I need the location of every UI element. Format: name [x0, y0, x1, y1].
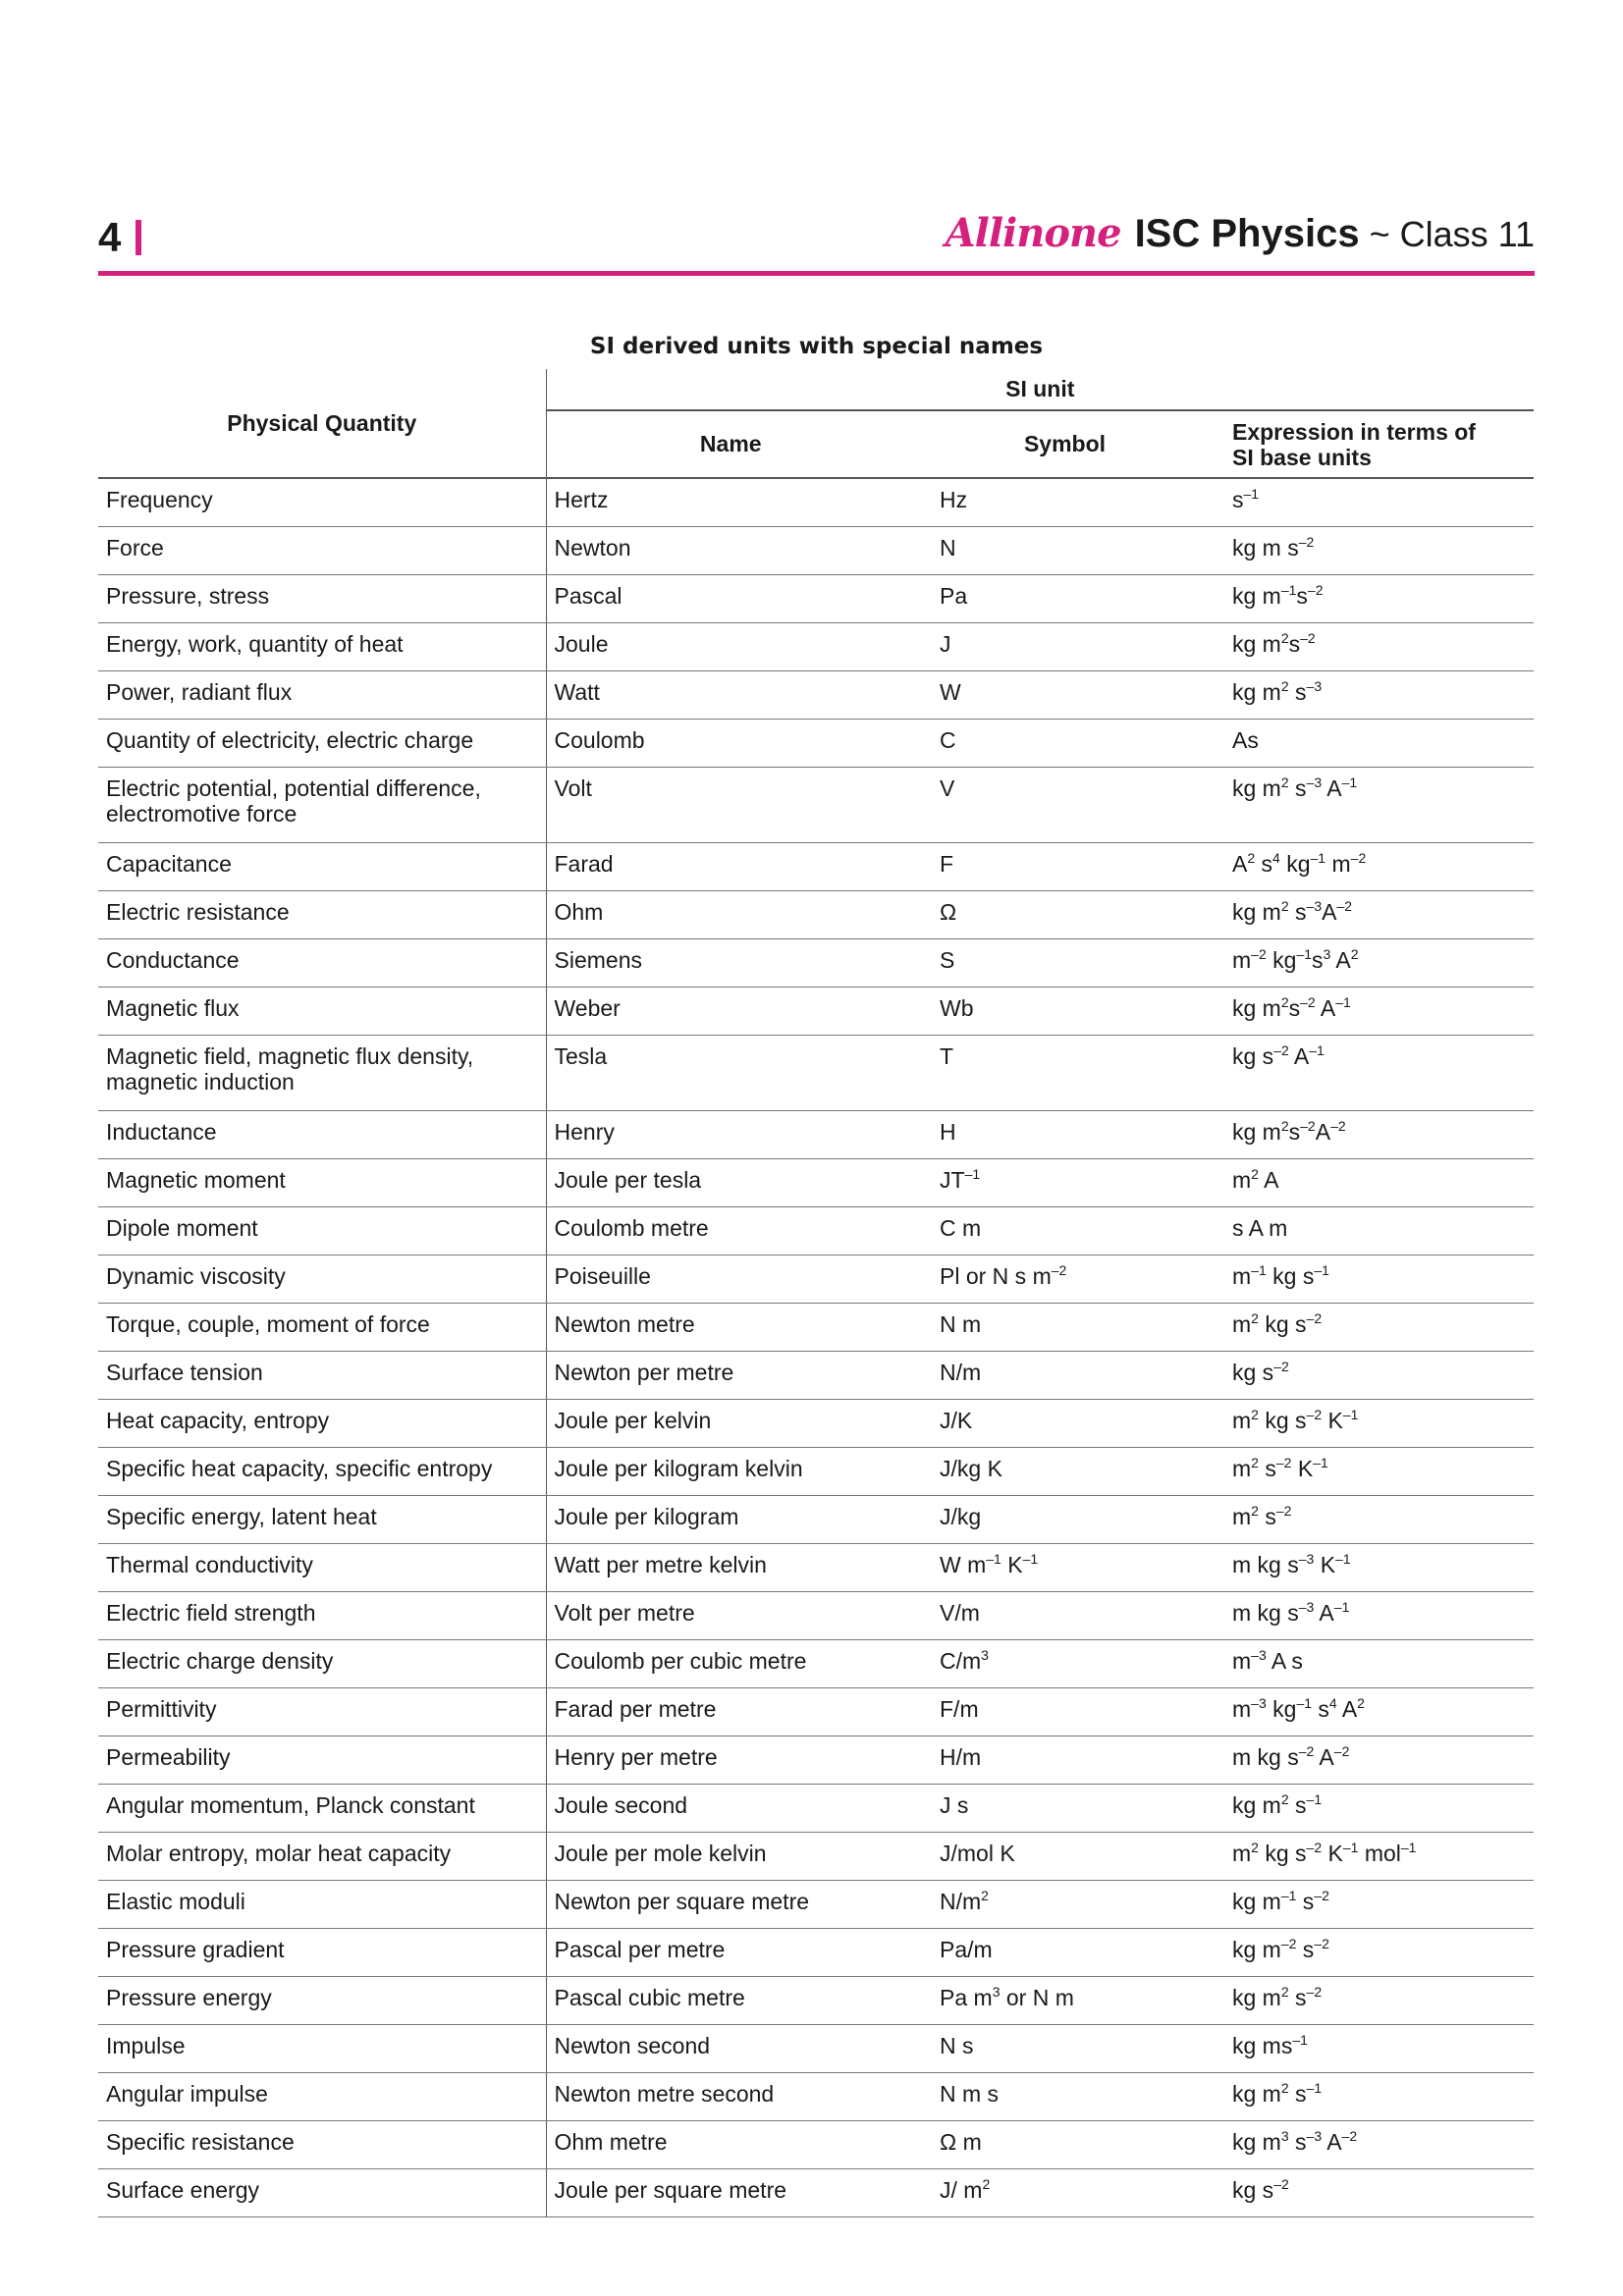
base-units-cell: $m^2$ $s^{-2}$: [1215, 1496, 1534, 1544]
quantity-cell: Power, radiant flux: [98, 671, 546, 720]
unit-name-cell: Siemens: [546, 939, 915, 988]
unit-symbol-cell: Ω m: [915, 2121, 1215, 2169]
quantity-cell: Magnetic moment: [98, 1159, 546, 1207]
unit-symbol-cell: Ω: [915, 891, 1215, 939]
quantity-cell: Electric field strength: [98, 1592, 546, 1640]
quantity-cell: Specific heat capacity, specific entropy: [98, 1448, 546, 1496]
base-units-cell: kg $m^2$ $s^{-3}$: [1215, 671, 1534, 720]
table-row: [98, 1592, 1534, 1640]
unit-name-cell: Joule per kilogram kelvin: [546, 1448, 915, 1496]
table-row: [98, 843, 1534, 891]
table-row: [98, 1881, 1534, 1929]
quantity-cell: Pressure gradient: [98, 1929, 546, 1977]
table-row: [98, 2073, 1534, 2121]
table-row: [98, 939, 1534, 988]
unit-name-cell: Joule per square metre: [546, 2169, 915, 2217]
unit-symbol-cell: C m: [915, 1207, 1215, 1255]
unit-symbol-cell: N/m: [915, 1352, 1215, 1400]
quantity-cell: Impulse: [98, 2025, 546, 2073]
base-units-cell: $m^2$ A: [1215, 1159, 1534, 1207]
base-units-cell: $m^{-3}$ $kg^{-1}$ $s^4$ $A^2$: [1215, 1688, 1534, 1736]
unit-name-cell: Joule: [546, 623, 915, 671]
base-units-cell: kg $m^2$ $s^{-3}A^{-2}$: [1215, 891, 1534, 939]
quantity-cell: Capacitance: [98, 843, 546, 891]
unit-name-cell: Newton metre: [546, 1304, 915, 1352]
unit-name-cell: Joule per tesla: [546, 1159, 915, 1207]
unit-symbol-cell: J s: [915, 1785, 1215, 1833]
base-units-cell: kg m $s^{-2}$: [1215, 527, 1534, 575]
quantity-cell: Pressure energy: [98, 1977, 546, 2025]
unit-name-cell: Farad: [546, 843, 915, 891]
unit-name-cell: Pascal: [546, 575, 915, 623]
quantity-cell: Angular impulse: [98, 2073, 546, 2121]
table-row: [98, 1929, 1534, 1977]
unit-symbol-cell: J/mol K: [915, 1833, 1215, 1881]
unit-symbol-cell: Hz: [915, 478, 1215, 527]
header-physical-quantity: Physical Quantity: [98, 369, 546, 478]
table-row: [98, 1448, 1534, 1496]
base-units-cell: kg $m^3$ $s^{-3}$ $A^{-2}$: [1215, 2121, 1534, 2169]
quantity-cell: Pressure, stress: [98, 575, 546, 623]
quantity-cell: Dipole moment: [98, 1207, 546, 1255]
header-expression-line2: SI base units: [1232, 444, 1372, 470]
quantity-cell: Dynamic viscosity: [98, 1255, 546, 1304]
table-row: [98, 1255, 1534, 1304]
quantity-cell: Thermal conductivity: [98, 1544, 546, 1592]
unit-symbol-cell: V/m: [915, 1592, 1215, 1640]
quantity-cell: Inductance: [98, 1111, 546, 1159]
base-units-cell: kg $s^{-2}$: [1215, 1352, 1534, 1400]
si-derived-units-table: [98, 369, 1534, 2217]
unit-symbol-cell: Pa $m^3$ or N m: [915, 1977, 1215, 2025]
unit-name-cell: Newton per metre: [546, 1352, 915, 1400]
quantity-cell: Magnetic flux: [98, 988, 546, 1036]
base-units-cell: kg $s^{-2}$ $A^{-1}$: [1215, 1036, 1534, 1111]
base-units-cell: $m^2$ $s^{-2}$ $K^{-1}$: [1215, 1448, 1534, 1496]
unit-name-cell: Joule per kelvin: [546, 1400, 915, 1448]
base-units-cell: kg $s^{-2}$: [1215, 2169, 1534, 2217]
quantity-cell: Electric potential, potential difference, electromotive force: [98, 768, 546, 843]
table-body: [98, 478, 1534, 2217]
quantity-cell: Electric resistance: [98, 891, 546, 939]
table-row: [98, 623, 1534, 671]
table-row: [98, 2025, 1534, 2073]
table-row: [98, 1159, 1534, 1207]
unit-symbol-cell: J: [915, 623, 1215, 671]
unit-name-cell: Farad per metre: [546, 1688, 915, 1736]
table-row: [98, 891, 1534, 939]
unit-symbol-cell: F: [915, 843, 1215, 891]
table-row: [98, 1977, 1534, 2025]
quantity-cell: Angular momentum, Planck constant: [98, 1785, 546, 1833]
unit-name-cell: Ohm: [546, 891, 915, 939]
unit-name-cell: Newton second: [546, 2025, 915, 2073]
unit-name-cell: Henry per metre: [546, 1736, 915, 1785]
unit-symbol-cell: H/m: [915, 1736, 1215, 1785]
base-units-cell: kg $ms^{-1}$: [1215, 2025, 1534, 2073]
table-row: [98, 1640, 1534, 1688]
table-row: [98, 1688, 1534, 1736]
unit-symbol-cell: J/K: [915, 1400, 1215, 1448]
unit-name-cell: Joule per mole kelvin: [546, 1833, 915, 1881]
book-class: ~ Class 11: [1359, 214, 1535, 254]
base-units-cell: kg $m^2s^{-2}$: [1215, 623, 1534, 671]
unit-symbol-cell: H: [915, 1111, 1215, 1159]
quantity-cell: Frequency: [98, 478, 546, 527]
unit-name-cell: Volt: [546, 768, 915, 843]
page-number-divider: [135, 220, 141, 255]
quantity-cell: Magnetic field, magnetic flux density, magnetic induction: [98, 1036, 546, 1111]
base-units-cell: s A m: [1215, 1207, 1534, 1255]
quantity-cell: Surface energy: [98, 2169, 546, 2217]
unit-name-cell: Coulomb: [546, 720, 915, 768]
base-units-cell: $A^2$ $s^4$ $kg^{-1}$ $m^{-2}$: [1215, 843, 1534, 891]
quantity-cell: Specific energy, latent heat: [98, 1496, 546, 1544]
base-units-cell: As: [1215, 720, 1534, 768]
unit-name-cell: Hertz: [546, 478, 915, 527]
table-row: [98, 1304, 1534, 1352]
table-row: [98, 575, 1534, 623]
base-units-cell: $s^{-1}$: [1215, 478, 1534, 527]
unit-symbol-cell: $N/m^2$: [915, 1881, 1215, 1929]
table-row: [98, 671, 1534, 720]
unit-symbol-cell: C: [915, 720, 1215, 768]
unit-symbol-cell: Pa/m: [915, 1929, 1215, 1977]
table-row: [98, 1036, 1534, 1111]
unit-symbol-cell: $JT^{-1}$: [915, 1159, 1215, 1207]
unit-symbol-cell: Wb: [915, 988, 1215, 1036]
quantity-cell: Conductance: [98, 939, 546, 988]
brand-logo: Allinone: [945, 210, 1121, 256]
table-row: [98, 1111, 1534, 1159]
quantity-cell: Torque, couple, moment of force: [98, 1304, 546, 1352]
unit-name-cell: Newton: [546, 527, 915, 575]
base-units-cell: $m^2$ kg $s^{-2}$ $K^{-1}$ mol$^{-1}$: [1215, 1833, 1534, 1881]
table-row: [98, 478, 1534, 527]
unit-symbol-cell: N m s: [915, 2073, 1215, 2121]
unit-symbol-cell: J/kg K: [915, 1448, 1215, 1496]
unit-symbol-cell: V: [915, 768, 1215, 843]
unit-symbol-cell: Pa: [915, 575, 1215, 623]
table-row: [98, 1496, 1534, 1544]
unit-name-cell: Pascal cubic metre: [546, 1977, 915, 2025]
header-name: Name: [546, 410, 915, 478]
unit-name-cell: Pascal per metre: [546, 1929, 915, 1977]
unit-symbol-cell: N: [915, 527, 1215, 575]
quantity-cell: Molar entropy, molar heat capacity: [98, 1833, 546, 1881]
unit-name-cell: Newton per square metre: [546, 1881, 915, 1929]
table-row: [98, 527, 1534, 575]
unit-name-cell: Watt: [546, 671, 915, 720]
quantity-cell: Surface tension: [98, 1352, 546, 1400]
unit-name-cell: Poiseuille: [546, 1255, 915, 1304]
header-expression-line1: Expression in terms of: [1232, 418, 1476, 445]
quantity-cell: Energy, work, quantity of heat: [98, 623, 546, 671]
quantity-cell: Permeability: [98, 1736, 546, 1785]
unit-name-cell: Coulomb per cubic metre: [546, 1640, 915, 1688]
base-units-cell: kg $m^2$ $s^{-2}$: [1215, 1977, 1534, 2025]
table-row: [98, 1736, 1534, 1785]
base-units-cell: $m^{-2}$ $kg^{-1}s^3$ $A^2$: [1215, 939, 1534, 988]
book-brand: [946, 210, 1535, 256]
base-units-cell: kg $m^{-1}$ $s^{-2}$: [1215, 1881, 1534, 1929]
unit-symbol-cell: T: [915, 1036, 1215, 1111]
unit-name-cell: Joule per kilogram: [546, 1496, 915, 1544]
base-units-cell: kg $m^2$ $s^{-3}$ $A^{-1}$: [1215, 768, 1534, 843]
unit-name-cell: Watt per metre kelvin: [546, 1544, 915, 1592]
base-units-cell: kg $m^2s^{-2}$ $A^{-1}$: [1215, 988, 1534, 1036]
table-title: SI derived units with special names: [589, 334, 1044, 359]
base-units-cell: $m^2$ kg $s^{-2}$ $K^{-1}$: [1215, 1400, 1534, 1448]
unit-name-cell: Henry: [546, 1111, 915, 1159]
unit-name-cell: Tesla: [546, 1036, 915, 1111]
unit-name-cell: Ohm metre: [546, 2121, 915, 2169]
unit-symbol-cell: S: [915, 939, 1215, 988]
base-units-cell: kg $m^{-2}$ $s^{-2}$: [1215, 1929, 1534, 1977]
unit-symbol-cell: W $m^{-1}$ $K^{-1}$: [915, 1544, 1215, 1592]
unit-symbol-cell: W: [915, 671, 1215, 720]
header-si-unit: SI unit: [546, 369, 1534, 410]
quantity-cell: Electric charge density: [98, 1640, 546, 1688]
base-units-cell: kg $m^2s^{-2}A^{-2}$: [1215, 1111, 1534, 1159]
base-units-cell: m kg $s^{-3}$ $K^{-1}$: [1215, 1544, 1534, 1592]
unit-name-cell: Coulomb metre: [546, 1207, 915, 1255]
base-units-cell: m kg $s^{-3}$ $A^{-1}$: [1215, 1592, 1534, 1640]
unit-symbol-cell: J/kg: [915, 1496, 1215, 1544]
header-symbol: Symbol: [915, 410, 1215, 478]
quantity-cell: Heat capacity, entropy: [98, 1400, 546, 1448]
page-number: 4: [98, 214, 122, 260]
table-row: [98, 1544, 1534, 1592]
table-row: [98, 768, 1534, 843]
quantity-cell: Quantity of electricity, electric charge: [98, 720, 546, 768]
base-units-cell: kg $m^{-1}s^{-2}$: [1215, 575, 1534, 623]
base-units-cell: kg $m^2$ $s^{-1}$: [1215, 2073, 1534, 2121]
table-row: [98, 720, 1534, 768]
unit-symbol-cell: F/m: [915, 1688, 1215, 1736]
table-row: [98, 2169, 1534, 2217]
table-row: [98, 2121, 1534, 2169]
base-units-cell: kg $m^2$ $s^{-1}$: [1215, 1785, 1534, 1833]
base-units-cell: $m^{-3}$ A s: [1215, 1640, 1534, 1688]
quantity-cell: Elastic moduli: [98, 1881, 546, 1929]
base-units-cell: $m^{-1}$ kg $s^{-1}$: [1215, 1255, 1534, 1304]
table-row: [98, 1833, 1534, 1881]
header-expression: [1215, 410, 1534, 478]
book-title: ISC Physics: [1134, 212, 1360, 255]
table-row: [98, 1207, 1534, 1255]
base-units-cell: m kg $s^{-2}$ $A^{-2}$: [1215, 1736, 1534, 1785]
unit-symbol-cell: Pl or N s $m^{-2}$: [915, 1255, 1215, 1304]
base-units-cell: $m^2$ kg $s^{-2}$: [1215, 1304, 1534, 1352]
unit-name-cell: Weber: [546, 988, 915, 1036]
unit-name-cell: Joule second: [546, 1785, 915, 1833]
quantity-cell: Force: [98, 527, 546, 575]
unit-symbol-cell: J/ $m^2$: [915, 2169, 1215, 2217]
unit-symbol-cell: N s: [915, 2025, 1215, 2073]
table-row: [98, 1400, 1534, 1448]
quantity-cell: Specific resistance: [98, 2121, 546, 2169]
unit-symbol-cell: $C/m^3$: [915, 1640, 1215, 1688]
unit-symbol-cell: N m: [915, 1304, 1215, 1352]
page-header: [98, 206, 1535, 276]
unit-name-cell: Volt per metre: [546, 1592, 915, 1640]
table-row: [98, 1785, 1534, 1833]
table-row: [98, 1352, 1534, 1400]
unit-name-cell: Newton metre second: [546, 2073, 915, 2121]
table-row: [98, 988, 1534, 1036]
quantity-cell: Permittivity: [98, 1688, 546, 1736]
